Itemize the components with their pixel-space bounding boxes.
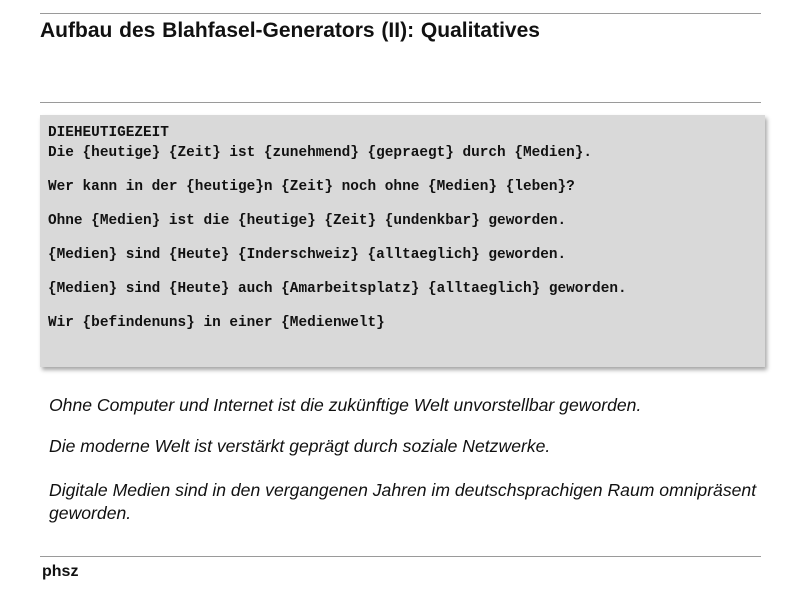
code-line: Die {heutige} {Zeit} ist {zunehmend} {gepraegt} durch {Medien}.	[48, 145, 593, 161]
template-code-box	[40, 115, 765, 367]
footer-logo: phsz	[42, 563, 79, 580]
code-heading: DIEHEUTIGEZEIT	[48, 125, 169, 141]
title-divider	[40, 102, 761, 103]
code-line: {Medien} sind {Heute} auch {Amarbeitsplatz} {alltaeglich} geworden.	[48, 281, 627, 297]
top-divider	[40, 13, 761, 14]
code-line: Wer kann in der {heutige}n {Zeit} noch ohne {Medien} {leben}?	[48, 179, 575, 195]
example-sentence: Die moderne Welt ist verstärkt geprägt durch soziale Netzwerke.	[49, 436, 551, 456]
code-line: {Medien} sind {Heute} {Inderschweiz} {alltaeglich} geworden.	[48, 247, 567, 263]
code-line: Wir {befindenuns} in einer {Medienwelt}	[48, 315, 385, 331]
example-sentence: Ohne Computer und Internet ist die zukünftige Welt unvorstellbar geworden.	[49, 395, 642, 415]
code-line: Ohne {Medien} ist die {heutige} {Zeit} {undenkbar} geworden.	[48, 213, 567, 229]
slide-title: Aufbau des Blahfasel-Generators (II): Qualitatives	[40, 19, 540, 42]
example-sentence: Digitale Medien sind in den vergangenen Jahren im deutschsprachigen Raum omnipräsent geworden.	[49, 480, 757, 523]
footer-divider	[40, 556, 761, 557]
